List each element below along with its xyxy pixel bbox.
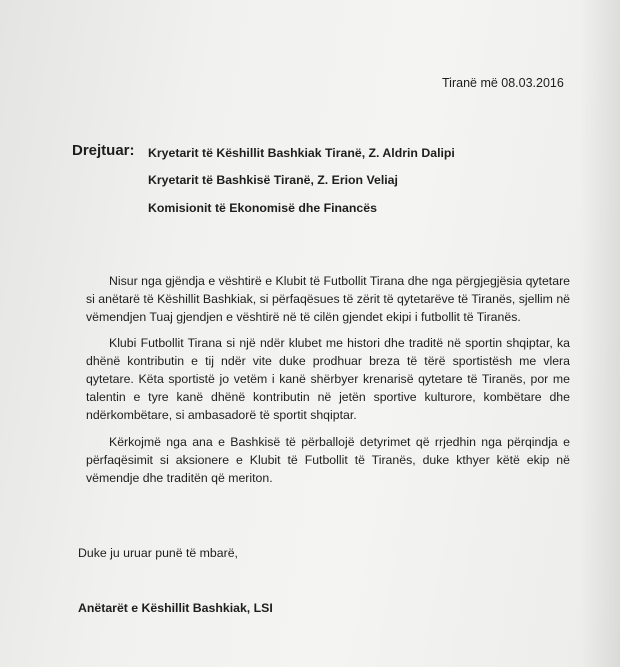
addressee-council-chair: Kryetarit të Këshillit Bashkiak Tiranë, Z. Aldrin Dalipi	[148, 146, 455, 160]
closing-line: Duke ju uruar punë të mbarë,	[78, 546, 238, 560]
paragraph-1: Nisur nga gjëndja e vështirë e Klubit të Futbollit Tirana dhe nga përgjegjësia qytetare si anëtarë të Këshillit Bashkiak, si përfaqësues të zërit të qytetarëve të Tiranës, sjellim në vëmendjen Tuaj gjendjen e vështirë në të cilën gjendet ekipi i futbollit të Tiranës.	[86, 274, 570, 325]
addressee-commission: Komisionit të Ekonomisë dhe Financës	[148, 201, 377, 215]
paragraph-2: Klubi Futbollit Tirana si një ndër klubet me histori dhe traditë në sportin shqiptar, ka dhënë kontributin e tij ndër vite duke prodhuar breza të tërë sportistësh me vlera qytetare. Këta sportistë jo vetëm i kanë shërbyer krenarisë qytetare të Tiranës, por me talentin e tyre kanë dhënë kontributin në jetën sportive kulturore, kombëtare dhe ndërkombëtare, si ambasadorë të sportit shqiptar.	[86, 336, 570, 423]
addressee-mayor: Kryetarit të Bashkisë Tiranë, Z. Erion Veliaj	[148, 173, 398, 187]
date-line: Tiranë më 08.03.2016	[442, 76, 564, 90]
paragraph-3: Kërkojmë nga ana e Bashkisë të përballojë detyrimet që rrjedhin nga përqindja e përfaqësimit si aksionere e Klubit të Futbollit të Tiranës, duke kthyer këtë ekip në vëmendje dhe traditën që meriton.	[86, 435, 570, 486]
signature-line: Anëtarët e Këshillit Bashkiak, LSI	[78, 601, 273, 615]
addressee-label: Drejtuar:	[72, 142, 135, 159]
page-shadow	[580, 0, 620, 667]
